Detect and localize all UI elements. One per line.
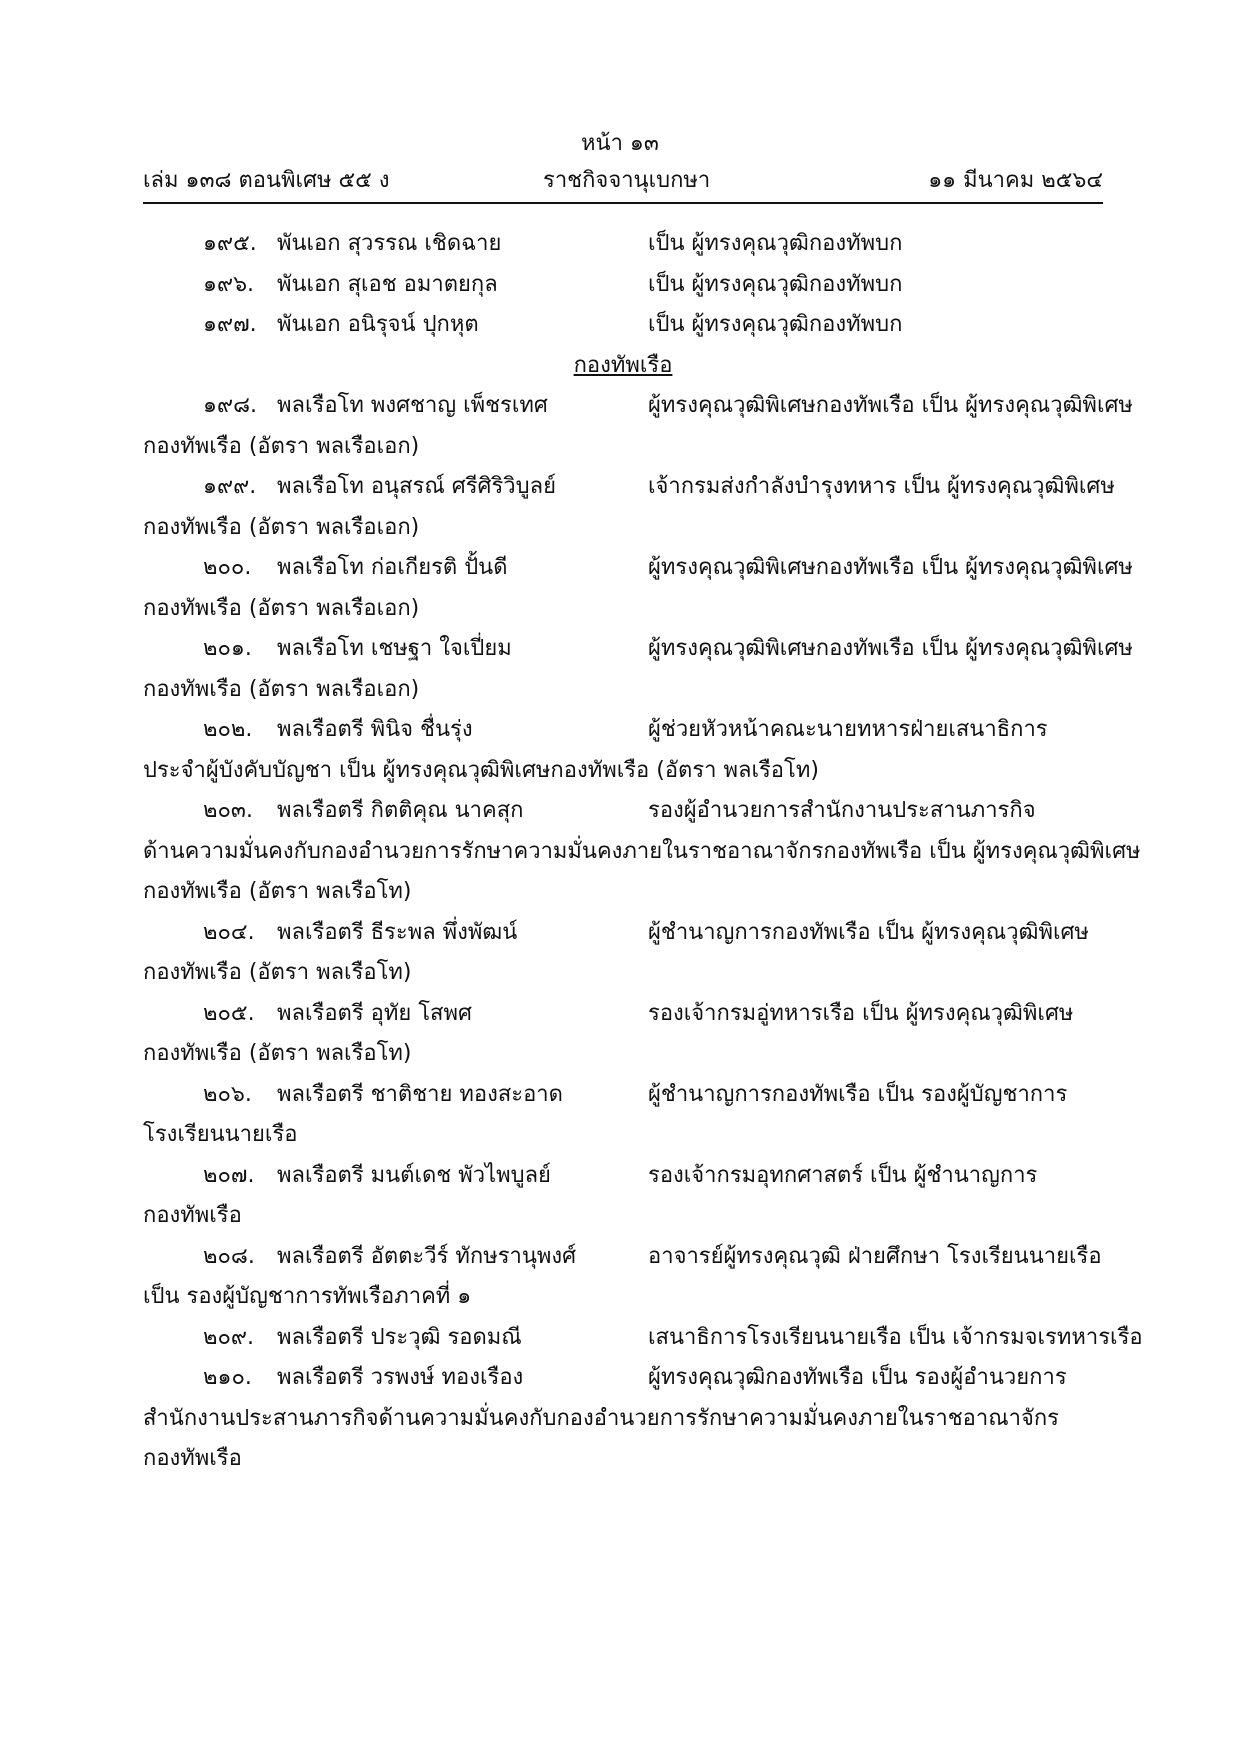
continuation-text: กองทัพเรือ (อัตรา พลเรือเอก) bbox=[143, 676, 420, 702]
entry-line bbox=[143, 1318, 1143, 1359]
document-body bbox=[143, 224, 1143, 1480]
entry-line bbox=[143, 1237, 1103, 1278]
entry-position: ผู้ทรงคุณวุฒิกองทัพเรือ เป็น รองผู้อำนวยการ bbox=[648, 1365, 1067, 1390]
continuation-text: ประจำผู้บังคับบัญชา เป็น ผู้ทรงคุณวุฒิพิเศษกองทัพเรือ (อัตรา พลเรือโท) bbox=[143, 757, 819, 783]
page-number: หน้า ๑๓ bbox=[581, 131, 659, 156]
entry-position: ผู้ทรงคุณวุฒิพิเศษกองทัพเรือ เป็น ผู้ทรงคุณวุฒิพิเศษ bbox=[648, 636, 1133, 661]
entry-continuation bbox=[143, 1439, 1103, 1480]
continuation-text: เป็น รองผู้บัญชาการทัพเรือภาคที่ ๑ bbox=[143, 1284, 472, 1309]
entry-number: ๒๐๒. bbox=[203, 717, 253, 742]
entry-line bbox=[143, 1075, 1103, 1116]
entry-number: ๒๐๗. bbox=[203, 1162, 255, 1188]
volume-info: เล่ม ๑๓๘ ตอนพิเศษ ๕๕ ง bbox=[143, 168, 390, 193]
entry-number: ๑๙๗. bbox=[203, 312, 257, 337]
entry-position: เป็น ผู้ทรงคุณวุฒิกองทัพบก bbox=[648, 271, 903, 297]
entry-position: เป็น ผู้ทรงคุณวุฒิกองทัพบก bbox=[648, 312, 903, 337]
entry-continuation bbox=[143, 1399, 1103, 1440]
continuation-text: กองทัพเรือ (อัตรา พลเรือโท) bbox=[143, 1041, 412, 1066]
continuation-text: โรงเรียนนายเรือ bbox=[143, 1122, 298, 1147]
entry-position: เป็น ผู้ทรงคุณวุฒิกองทัพบก bbox=[648, 231, 903, 256]
entry-position: รองผู้อำนวยการสำนักงานประสานภารกิจ bbox=[648, 798, 1036, 823]
entry-position: ผู้ทรงคุณวุฒิพิเศษกองทัพเรือ เป็น ผู้ทรงคุณวุฒิพิเศษ bbox=[648, 393, 1133, 418]
entry-number: ๑๙๘. bbox=[203, 393, 258, 418]
entry-continuation bbox=[143, 1277, 1103, 1318]
entry-position: ผู้ทรงคุณวุฒิพิเศษกองทัพเรือ เป็น ผู้ทรงคุณวุฒิพิเศษ bbox=[648, 555, 1133, 580]
entry-number: ๒๐๓. bbox=[203, 798, 253, 823]
entry-number: ๒๐๑. bbox=[203, 636, 252, 661]
continuation-text: สำนักงานประสานภารกิจด้านความมั่นคงกับกองอำนวยการรักษาความมั่นคงภายในราชอาณาจักร bbox=[143, 1405, 1059, 1431]
entry-continuation bbox=[143, 670, 1103, 711]
entry-line bbox=[143, 629, 1133, 670]
entry-number: ๑๙๕. bbox=[203, 231, 257, 256]
entry-line bbox=[143, 386, 1133, 427]
entry-line bbox=[143, 224, 1103, 265]
entry-name: พันเอก สุวรรณ เชิดฉาย bbox=[277, 231, 502, 256]
entry-line bbox=[143, 265, 1103, 306]
continuation-text: กองทัพเรือ bbox=[143, 1203, 242, 1228]
continuation-text: กองทัพเรือ (อัตรา พลเรือเอก) bbox=[143, 595, 420, 621]
entry-name: พลเรือตรี พินิจ ชื่นรุ่ง bbox=[277, 717, 473, 742]
entry-continuation bbox=[143, 1034, 1103, 1075]
entry-continuation bbox=[143, 872, 1103, 913]
entry-position: เสนาธิการโรงเรียนนายเรือ เป็น เจ้ากรมจเรทหารเรือ bbox=[648, 1324, 1143, 1350]
entry-continuation bbox=[143, 589, 1103, 630]
entry-name: พลเรือตรี อุทัย โสพศ bbox=[277, 1000, 472, 1026]
continuation-text: กองทัพเรือ (อัตรา พลเรือโท) bbox=[143, 879, 412, 904]
continuation-text: กองทัพเรือ (อัตรา พลเรือเอก) bbox=[143, 433, 420, 459]
entry-number: ๒๐๖. bbox=[203, 1081, 252, 1107]
publication-title: ราชกิจจานุเบกษา bbox=[543, 168, 711, 193]
entry-name: พลเรือโท อนุสรณ์ ศรีศิริวิบูลย์ bbox=[277, 474, 556, 499]
continuation-text: กองทัพเรือ (อัตรา พลเรือโท) bbox=[143, 960, 412, 985]
entry-position: รองเจ้ากรมอู่ทหารเรือ เป็น ผู้ทรงคุณวุฒิพิเศษ bbox=[648, 1000, 1074, 1026]
entry-line bbox=[143, 791, 1103, 832]
entry-position: ผู้ชำนาญการกองทัพเรือ เป็น ผู้ทรงคุณวุฒิพิเศษ bbox=[648, 919, 1089, 945]
entry-line bbox=[143, 1358, 1103, 1399]
entry-continuation bbox=[143, 1115, 1103, 1156]
entry-line bbox=[143, 710, 1103, 751]
entry-continuation bbox=[143, 1196, 1103, 1237]
entry-line bbox=[143, 548, 1133, 589]
entry-name: พลเรือโท เชษฐา ใจเปี่ยม bbox=[277, 636, 512, 661]
entry-continuation bbox=[143, 832, 1141, 873]
entry-name: พลเรือตรี มนต์เดช พัวไพบูลย์ bbox=[277, 1162, 551, 1188]
entry-line bbox=[143, 994, 1103, 1035]
running-header bbox=[143, 166, 1103, 196]
entry-continuation bbox=[143, 751, 1103, 792]
entry-position: ผู้ช่วยหัวหน้าคณะนายทหารฝ่ายเสนาธิการ bbox=[648, 717, 1048, 742]
continuation-text: กองทัพเรือ bbox=[143, 1446, 242, 1471]
entry-continuation bbox=[143, 508, 1103, 549]
entry-name: พลเรือตรี ประวุฒิ รอดมณี bbox=[277, 1324, 522, 1350]
entry-line bbox=[143, 1156, 1103, 1197]
entry-line bbox=[143, 305, 1103, 346]
entry-number: ๒๐๙. bbox=[203, 1324, 255, 1350]
entry-line bbox=[143, 467, 1115, 508]
publication-date: ๑๑ มีนาคม ๒๕๖๔ bbox=[928, 168, 1103, 193]
continuation-text: กองทัพเรือ (อัตรา พลเรือเอก) bbox=[143, 514, 420, 540]
entry-name: พลเรือตรี อัตตะวีร์ ทักษรานุพงศ์ bbox=[277, 1243, 577, 1269]
entry-number: ๒๐๘. bbox=[203, 1243, 255, 1269]
entry-name: พลเรือตรี วรพงษ์ ทองเรือง bbox=[277, 1365, 524, 1390]
entry-name: พลเรือตรี ชาติชาย ทองสะอาด bbox=[277, 1081, 563, 1107]
entry-name: พันเอก สุเอช อมาตยกุล bbox=[277, 271, 498, 297]
entry-number: ๒๑๐. bbox=[203, 1365, 252, 1390]
entry-name: พันเอก อนิรุจน์ ปุกหุต bbox=[277, 312, 479, 337]
entry-number: ๒๐๕. bbox=[203, 1000, 255, 1026]
section-heading bbox=[143, 346, 1103, 387]
entry-position: ผู้ชำนาญการกองทัพเรือ เป็น รองผู้บัญชาการ bbox=[648, 1081, 1068, 1107]
section-heading-text: กองทัพเรือ bbox=[573, 352, 673, 378]
entry-number: ๑๙๙. bbox=[203, 474, 257, 499]
entry-name: พลเรือโท พงศชาญ เพ็ชรเทศ bbox=[277, 393, 548, 418]
entry-position: รองเจ้ากรมอุทกศาสตร์ เป็น ผู้ชำนาญการ bbox=[648, 1162, 1038, 1188]
entry-name: พลเรือตรี กิตติคุณ นาคสุก bbox=[277, 798, 524, 823]
continuation-text: ด้านความมั่นคงกับกองอำนวยการรักษาความมั่นคงภายในราชอาณาจักรกองทัพเรือ เป็น ผู้ทรงคุณวุฒิพิเศษ bbox=[143, 838, 1141, 864]
header-divider bbox=[143, 202, 1103, 204]
entry-number: ๒๐๔. bbox=[203, 919, 255, 945]
entry-line bbox=[143, 913, 1103, 954]
entry-position: เจ้ากรมส่งกำลังบำรุงทหาร เป็น ผู้ทรงคุณวุฒิพิเศษ bbox=[648, 474, 1115, 499]
entry-number: ๑๙๖. bbox=[203, 271, 255, 297]
entry-position: อาจารย์ผู้ทรงคุณวุฒิ ฝ่ายศึกษา โรงเรียนนายเรือ bbox=[648, 1243, 1102, 1269]
entry-number: ๒๐๐. bbox=[203, 555, 252, 580]
entry-continuation bbox=[143, 427, 1103, 468]
entry-name: พลเรือโท ก่อเกียรติ ปั้นดี bbox=[277, 555, 508, 580]
entry-continuation bbox=[143, 953, 1103, 994]
entry-name: พลเรือตรี ธีระพล พึ่งพัฒน์ bbox=[277, 919, 518, 945]
